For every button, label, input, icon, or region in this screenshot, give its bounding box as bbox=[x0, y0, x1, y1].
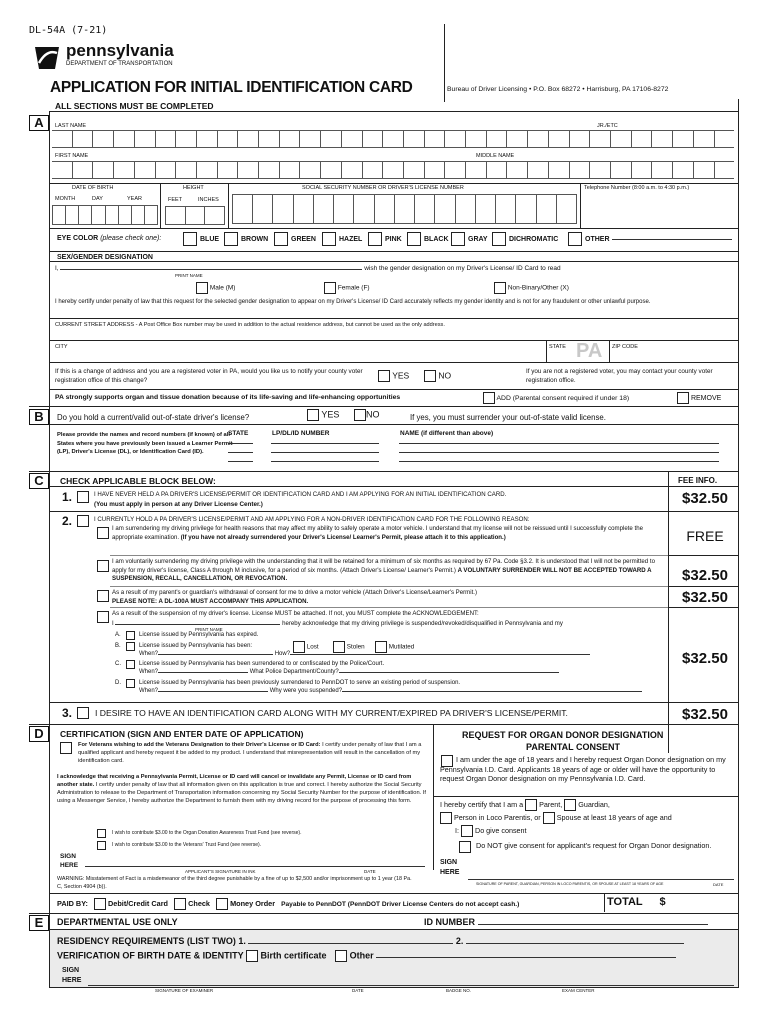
parental-consent-heading: PARENTAL CONSENT bbox=[526, 742, 621, 752]
residency-2-input[interactable] bbox=[466, 943, 684, 944]
applicant-signature-caption: APPLICANT'S SIGNATURE IN INK bbox=[185, 869, 256, 874]
donor-remove-label: REMOVE bbox=[690, 394, 722, 402]
first-name-input[interactable] bbox=[52, 161, 734, 179]
sub-c-police-label: What Police Department/County? bbox=[249, 669, 339, 675]
payable-note: Payable to PennDOT (PennDOT Driver License Centers do not accept cash.) bbox=[281, 900, 520, 908]
do-give-checkbox[interactable] bbox=[461, 825, 473, 837]
donor-add-checkbox[interactable] bbox=[483, 392, 495, 404]
sub-d-text: License issued by Pennsylvania has been previously surrendered to PennDOT to serve an existing period of suspension. bbox=[139, 680, 461, 686]
option-1-subtext: (You must apply in person at any Driver License Center.) bbox=[94, 501, 263, 508]
warning-text: WARNING: Misstatement of Fact is a misdemeanor of the third degree punishable by a fine of up to $2,500 and/or imprisonment up to 1 year (18 Pa. C, Section 4904 (b)). bbox=[57, 876, 412, 890]
dob-input[interactable] bbox=[52, 205, 158, 225]
option-1-text: I HAVE NEVER HELD A PA DRIVER'S LICENSE/PERMIT OR IDENTIFICATION CARD AND I AM APPLYING FOR AN INITIAL IDENTIFICATION CARD. bbox=[94, 491, 507, 498]
eye-other-label: OTHER bbox=[585, 235, 610, 243]
gender-print-name-input[interactable] bbox=[60, 269, 362, 270]
donor-remove-option[interactable] bbox=[677, 392, 721, 404]
sub-b-how-input[interactable] bbox=[290, 654, 590, 655]
middle-name-label: MIDDLE NAME bbox=[476, 153, 515, 159]
bureau-address: Bureau of Driver Licensing • P.O. Box 68272 • Harrisburg, PA 17106-8272 bbox=[447, 86, 669, 93]
section-d-label: D bbox=[29, 726, 49, 742]
last-name-input[interactable] bbox=[52, 130, 734, 148]
eye-gray-checkbox[interactable] bbox=[451, 232, 465, 246]
sub-c-text: License issued by Pennsylvania has been surrendered to or confiscated by the Police/Court. bbox=[139, 661, 385, 667]
applicant-signature-input[interactable] bbox=[85, 855, 425, 867]
eye-color-hint: (please check one): bbox=[100, 235, 162, 242]
oos-col-number: LP/DL/ID NUMBER bbox=[272, 430, 330, 437]
other-id-label: Other bbox=[349, 950, 374, 961]
option-2b-body: I am voluntarily surrendering my driving privilege with the understanding that it will be retained for a minimum of six months as required by 67 Pa. Code §3.2. It is understood that I will not be permitted to apply for my driver's license, Class A through M inclusive, for a period of six months. (Attach Driver's License/ Learner's Permit.) bbox=[112, 558, 655, 574]
total-dollar-sign: $ bbox=[659, 896, 666, 908]
option-3-checkbox[interactable] bbox=[77, 707, 89, 719]
eye-green-label: GREEN bbox=[291, 235, 316, 243]
year-label: YEAR bbox=[127, 196, 142, 202]
page-title: APPLICATION FOR INITIAL IDENTIFICATION CARD bbox=[50, 79, 413, 96]
option-2d-print-name-caption: PRINT NAME bbox=[195, 627, 223, 632]
parent-sign-here: SIGN HERE bbox=[440, 859, 460, 876]
keystone-icon bbox=[33, 43, 61, 71]
option-3-number: 3. bbox=[62, 706, 73, 720]
certification-heading: CERTIFICATION (SIGN AND ENTER DATE OF APPLICATION) bbox=[60, 729, 304, 739]
other-id-input[interactable] bbox=[376, 957, 676, 958]
oos-license-question: Do you hold a current/valid out-of-state driver's license? bbox=[57, 413, 250, 422]
voter-no-option[interactable] bbox=[424, 370, 451, 382]
certify-relationship-row bbox=[440, 799, 610, 811]
total-row bbox=[607, 896, 666, 908]
city-label: CITY bbox=[55, 344, 68, 350]
eye-blue-option[interactable] bbox=[183, 232, 219, 246]
eye-other-option[interactable] bbox=[568, 232, 732, 246]
guardian-checkbox[interactable] bbox=[564, 799, 576, 811]
residency-1-input[interactable] bbox=[248, 943, 453, 944]
eye-pink-checkbox[interactable] bbox=[368, 232, 382, 246]
certify-relationship-row-2 bbox=[440, 812, 672, 824]
certify-iam-label: I hereby certify that I am a bbox=[440, 799, 524, 809]
donation-statement: PA strongly supports organ and tissue donation because of its life-saving and life-enhancing opportunities bbox=[55, 394, 401, 401]
check-label: Check bbox=[188, 898, 210, 908]
examiner-date-caption: DATE bbox=[352, 988, 364, 993]
dob-label: DATE OF BIRTH bbox=[72, 185, 114, 191]
examiner-signature-input[interactable] bbox=[88, 976, 734, 986]
residency-label: RESIDENCY REQUIREMENTS (LIST TWO) 1. bbox=[57, 936, 246, 946]
sub-b-letter: B. bbox=[115, 643, 121, 649]
sub-b-how-label: How? bbox=[274, 651, 291, 657]
eye-hazel-label: HAZEL bbox=[339, 235, 363, 243]
ack-body: I certify under penalty of law that all information given on this application is true and correct. I hereby authorize the Social Security Administration to release to the Department of Transportation information concerning my Social Security Number for the purpose of identification. If using a Messenger Service, I hereby authorize the Department to furnish them with my driving record for the purpose of processing this form. bbox=[57, 782, 426, 804]
eye-other-checkbox[interactable] bbox=[568, 232, 582, 246]
oos-no-label: NO bbox=[366, 409, 380, 420]
sub-c-when-label: When? bbox=[139, 669, 159, 675]
total-input[interactable] bbox=[672, 897, 734, 909]
sub-a-letter: A. bbox=[115, 632, 121, 638]
eye-blue-checkbox[interactable] bbox=[183, 232, 197, 246]
do-not-give-checkbox[interactable] bbox=[459, 841, 471, 853]
check-checkbox[interactable] bbox=[174, 898, 186, 910]
org-name: pennsylvania bbox=[66, 41, 174, 60]
eye-pink-label: PINK bbox=[385, 235, 402, 243]
gender-male-option[interactable] bbox=[196, 282, 235, 294]
examiner-sign-here: SIGN HERE bbox=[62, 967, 82, 984]
vet-fund-checkbox[interactable] bbox=[97, 841, 106, 850]
last-name-label: LAST NAME bbox=[55, 123, 87, 129]
voter-not-registered-note: If you are not a registered voter, you may contact your county voter registration office. bbox=[526, 368, 713, 384]
option-2a-fee: FREE bbox=[686, 528, 724, 544]
oos-instructions: Please provide the names and record numbers (if known) of all States where you have previously been issued a Learner Permit (LP), Driver's License (DL), or Identification Card (ID). bbox=[57, 432, 233, 455]
veteran-text bbox=[78, 741, 430, 765]
street-address-label: CURRENT STREET ADDRESS - A Post Office Box number may be used in addition to the actual residence address, but cannot be used as the only address. bbox=[55, 322, 445, 328]
section-a-label: A bbox=[29, 115, 49, 131]
guardian-label: Guardian, bbox=[578, 799, 610, 809]
option-3-text: I DESIRE TO HAVE AN IDENTIFICATION CARD ALONG WITH MY CURRENT/EXPIRED PA DRIVER'S LICENSE/PERMIT. bbox=[95, 708, 568, 718]
option-2b-checkbox[interactable] bbox=[97, 560, 109, 572]
option-2c-checkbox[interactable] bbox=[97, 590, 109, 602]
penndot-logo bbox=[33, 43, 61, 71]
do-not-give-text: Do NOT give consent for applicant's request for Organ Donor designation. bbox=[476, 841, 712, 850]
option-2-checkbox[interactable] bbox=[77, 515, 89, 527]
sub-a-text: License issued by Pennsylvania has expired. bbox=[139, 632, 259, 638]
organ-minor-text: I am under the age of 18 years and I hereby request Organ Donor designation on my Pennsylvania I.D. Card. Applicants 18 years of age or older will have the opportunity to request Organ Donor designation on my Pennsylvania I.D. Card. bbox=[440, 755, 726, 783]
eye-other-input[interactable] bbox=[612, 239, 732, 240]
option-2a-checkbox[interactable] bbox=[97, 527, 109, 539]
gender-nonbinary-option[interactable] bbox=[494, 282, 569, 294]
sub-c-checkbox[interactable] bbox=[126, 660, 135, 669]
voter-no-checkbox[interactable] bbox=[424, 370, 436, 382]
payment-row bbox=[57, 898, 519, 910]
residency-row bbox=[57, 936, 684, 946]
applicant-date-caption: DATE bbox=[364, 869, 376, 874]
sub-c-when-input[interactable] bbox=[158, 672, 248, 673]
vet-fund-text: I wish to contribute $3.00 to the Veterans' Trust Fund (see reverse). bbox=[112, 842, 262, 848]
loco-parentis-label: Person in Loco Parentis, or bbox=[454, 812, 541, 822]
eye-black-option[interactable] bbox=[407, 232, 449, 246]
sub-c-police-input[interactable] bbox=[339, 672, 559, 673]
day-label: DAY bbox=[92, 196, 103, 202]
dept-name: DEPARTMENT OF TRANSPORTATION bbox=[66, 61, 173, 67]
jr-etc-label: JR./ETC bbox=[597, 123, 618, 129]
lost-label: Lost bbox=[306, 643, 319, 651]
fee-info-heading: FEE INFO. bbox=[678, 476, 718, 485]
examiner-signature-caption: SIGNATURE OF EXAMINER bbox=[155, 988, 214, 993]
section-c-heading: CHECK APPLICABLE BLOCK BELOW: bbox=[60, 476, 216, 486]
option-2b-fee: $32.50 bbox=[682, 567, 728, 584]
total-label: TOTAL bbox=[607, 896, 643, 908]
height-label: HEIGHT bbox=[183, 185, 204, 191]
state-label: STATE bbox=[549, 344, 566, 350]
option-2b-bold: A VOLUNTARY SURRENDER WILL NOT BE ACCEPTED TOWARD A SUSPENSION, RECALL, CANCELLATION, OR REVOCATION. bbox=[112, 566, 652, 582]
paid-by-label: PAID BY: bbox=[57, 898, 88, 908]
eye-blue-label: BLUE bbox=[200, 235, 220, 243]
parent-label: Parent, bbox=[539, 799, 563, 809]
badge-caption: BADGE NO. bbox=[446, 988, 472, 993]
veteran-body: I certify under penalty of law that I am a qualified applicant and hereby request it be added to my product. I understand that misrepresentation will result in the cancellation of my identification card. bbox=[78, 742, 422, 764]
month-label: MONTH bbox=[55, 196, 76, 202]
acknowledgement-text bbox=[57, 773, 430, 805]
sub-d-letter: D. bbox=[115, 680, 121, 686]
sub-b-when-input[interactable] bbox=[158, 654, 273, 655]
gender-certification: I hereby certify under penalty of law that this request for the selected gender designation to appear on my Driver's License/ ID Card accurately reflects my gender identity and is not for any fraudulent or other unlawful purpose. bbox=[55, 299, 651, 305]
parent-signature-caption: SIGNATURE OF PARENT, GUARDIAN, PERSON IN LOCO PARENTIS, OR SPOUSE AT LEAST 18 YEARS OF AGE bbox=[476, 882, 664, 886]
zip-input[interactable] bbox=[612, 352, 734, 360]
option-2d-ack: hereby acknowledge that my driving privilege is suspended/revoked/disqualified in Pennsylvania and my bbox=[282, 620, 563, 627]
oos-col-state: STATE bbox=[228, 430, 249, 437]
section-c-label: C bbox=[29, 473, 49, 489]
oos-yes-label: YES bbox=[321, 409, 340, 420]
inches-label: INCHES bbox=[198, 197, 219, 203]
eye-pink-option[interactable] bbox=[368, 232, 402, 246]
donor-remove-checkbox[interactable] bbox=[677, 392, 689, 404]
gender-female-option[interactable] bbox=[324, 282, 370, 294]
eye-brown-label: BROWN bbox=[241, 235, 269, 243]
eye-green-option[interactable] bbox=[274, 232, 316, 246]
i-label: I: bbox=[455, 825, 459, 835]
ack-bold: I acknowledge that receiving a Pennsylvania Permit, License or ID card will cancel or invalidate any Permit, License or ID card from another state. bbox=[57, 774, 412, 788]
voter-yes-checkbox[interactable] bbox=[378, 370, 390, 382]
option-2a-text bbox=[112, 525, 667, 542]
ssn-label: SOCIAL SECURITY NUMBER OR DRIVER'S LICENSE NUMBER bbox=[302, 185, 464, 191]
gender-nonbinary-label: Non-Binary/Other (X) bbox=[507, 284, 569, 292]
donor-add-label: ADD (Parental consent required if under 18) bbox=[496, 394, 630, 402]
gender-nonbinary-checkbox[interactable] bbox=[494, 282, 506, 294]
money-order-label: Money Order bbox=[230, 898, 276, 908]
eye-dichromatic-label: DICHROMATIC bbox=[509, 235, 559, 243]
gender-female-label: Female (F) bbox=[337, 284, 370, 292]
eye-black-checkbox[interactable] bbox=[407, 232, 421, 246]
voter-yes-option[interactable] bbox=[378, 370, 409, 382]
exam-center-caption: EXAM CENTER bbox=[562, 988, 595, 993]
oos-col-name: NAME (if different than above) bbox=[400, 430, 494, 437]
voter-no-label: NO bbox=[438, 370, 452, 381]
id-number-input[interactable] bbox=[478, 924, 708, 925]
oos-no-option[interactable] bbox=[354, 409, 380, 421]
all-sections-notice: ALL SECTIONS MUST BE COMPLETED bbox=[55, 101, 214, 111]
oos-rows[interactable] bbox=[228, 440, 738, 467]
option-2b-text bbox=[112, 558, 667, 584]
sub-d-when-label: When? bbox=[139, 688, 159, 694]
spouse-checkbox[interactable] bbox=[543, 812, 555, 824]
section-e-label: E bbox=[29, 915, 49, 931]
eye-color-label: EYE COLOR bbox=[57, 235, 99, 242]
organ-fund-text: I wish to contribute $3.00 to the Organ Donation Awareness Trust Fund (see reverse). bbox=[112, 830, 302, 836]
option-1-checkbox[interactable] bbox=[77, 491, 89, 503]
debit-checkbox[interactable] bbox=[94, 898, 106, 910]
option-2c-note: PLEASE NOTE: A DL-100A MUST ACCOMPANY THIS APPLICATION. bbox=[112, 598, 309, 605]
do-give-row bbox=[455, 825, 527, 837]
spouse-label: Spouse at least 18 years of age and bbox=[556, 812, 672, 822]
height-input[interactable] bbox=[165, 206, 225, 225]
sub-d-checkbox[interactable] bbox=[126, 679, 135, 688]
eye-hazel-checkbox[interactable] bbox=[322, 232, 336, 246]
gender-female-checkbox[interactable] bbox=[324, 282, 336, 294]
debit-label: Debit/Credit Card bbox=[108, 898, 169, 908]
veteran-bold: For Veterans wishing to add the Veterans Designation to their Driver's License or ID Card: bbox=[78, 742, 321, 748]
loco-parentis-checkbox[interactable] bbox=[440, 812, 452, 824]
eye-dichromatic-checkbox[interactable] bbox=[492, 232, 506, 246]
sex-i-label: I, bbox=[55, 265, 59, 272]
oos-yes-option[interactable] bbox=[307, 409, 339, 421]
sub-d-when-input[interactable] bbox=[158, 691, 268, 692]
do-give-label: Do give consent bbox=[475, 825, 527, 835]
gender-male-label: Male (M) bbox=[209, 284, 236, 292]
parent-checkbox[interactable] bbox=[525, 799, 537, 811]
option-2d-i: I bbox=[112, 620, 114, 627]
option-2-number: 2. bbox=[62, 514, 73, 528]
option-2d-text: As a result of the suspension of my driver's license. License MUST be attached. If not, you MUST complete the ACKNOWLEDGEMENT: bbox=[112, 610, 479, 617]
eye-dichromatic-option[interactable] bbox=[492, 232, 558, 246]
option-1-number: 1. bbox=[62, 490, 73, 504]
other-id-checkbox[interactable] bbox=[335, 950, 347, 962]
sex-print-name-caption: PRINT NAME bbox=[175, 273, 203, 278]
oos-no-checkbox[interactable] bbox=[354, 409, 366, 421]
sub-b-when-label: When? bbox=[139, 651, 159, 657]
dept-use-heading: DEPARTMENTAL USE ONLY bbox=[57, 917, 178, 927]
option-1-fee: $32.50 bbox=[682, 490, 728, 507]
donor-add-option[interactable] bbox=[483, 392, 629, 404]
eye-hazel-option[interactable] bbox=[322, 232, 362, 246]
birth-verify-row bbox=[57, 950, 676, 962]
sex-heading: SEX/GENDER DESIGNATION bbox=[57, 254, 153, 261]
sub-b-text: License issued by Pennsylvania has been: bbox=[139, 643, 253, 649]
voter-yes-label: YES bbox=[392, 370, 410, 381]
stolen-label: Stolen bbox=[346, 643, 365, 651]
eye-brown-option[interactable] bbox=[224, 232, 268, 246]
state-value: PA bbox=[576, 340, 603, 362]
option-2d-checkbox[interactable] bbox=[97, 611, 109, 623]
option-2d-fee: $32.50 bbox=[682, 650, 728, 667]
option-2c-fee: $32.50 bbox=[682, 589, 728, 606]
birth-cert-label: Birth certificate bbox=[260, 950, 327, 961]
birth-cert-checkbox[interactable] bbox=[246, 950, 258, 962]
id-number-row bbox=[424, 917, 708, 927]
oos-yes-checkbox[interactable] bbox=[307, 409, 319, 421]
city-input[interactable] bbox=[52, 352, 542, 360]
eye-gray-option[interactable] bbox=[451, 232, 488, 246]
form-code: DL-54A (7-21) bbox=[29, 25, 108, 36]
feet-label: FEET bbox=[168, 197, 183, 203]
option-2-text: I CURRENTLY HOLD A PA DRIVER'S LICENSE/PERMIT AND AM APPLYING FOR A NON-DRIVER IDENTIFICATION CARD FOR THE FOLLOWING REASON: bbox=[94, 516, 530, 523]
id-number-label: ID NUMBER bbox=[424, 917, 475, 927]
mutilated-label: Mutilated bbox=[388, 643, 415, 651]
sub-d-why-label: Why were you suspended? bbox=[269, 688, 343, 694]
organ-fund-checkbox[interactable] bbox=[97, 829, 106, 838]
money-order-checkbox[interactable] bbox=[216, 898, 228, 910]
sub-c-letter: C. bbox=[115, 661, 121, 667]
organ-heading: REQUEST FOR ORGAN DONOR DESIGNATION bbox=[462, 730, 664, 740]
parent-date-caption: DATE bbox=[713, 882, 724, 887]
telephone-label: Telephone Number (8:00 a.m. to 4:30 p.m.) bbox=[584, 185, 690, 191]
sub-b-checkbox[interactable] bbox=[126, 642, 135, 651]
residency-2-label: 2. bbox=[455, 936, 464, 946]
veteran-checkbox[interactable] bbox=[60, 742, 72, 754]
option-2a-bold: (If you have not already surrendered your Driver's License/ Learner's Permit, please attach it to this application.) bbox=[180, 533, 506, 541]
sub-d-why-input[interactable] bbox=[342, 691, 642, 692]
gender-male-checkbox[interactable] bbox=[196, 282, 208, 294]
eye-gray-label: GRAY bbox=[468, 235, 488, 243]
ssn-input[interactable] bbox=[232, 194, 577, 224]
applicant-sign-here: SIGN HERE bbox=[60, 853, 79, 869]
first-name-label: FIRST NAME bbox=[55, 153, 89, 159]
parent-signature-input[interactable] bbox=[468, 870, 734, 880]
option-3-fee: $32.50 bbox=[682, 706, 728, 723]
voter-change-question: If this is a change of address and you are a registered voter in PA, would you like us to notify your county voter registration office of this change? bbox=[55, 368, 363, 384]
sub-a-checkbox[interactable] bbox=[126, 631, 135, 640]
option-2d-name-input[interactable] bbox=[115, 624, 280, 625]
section-b-label: B bbox=[29, 409, 49, 425]
oos-surrender-note: If yes, you must surrender your out-of-state valid license. bbox=[410, 413, 606, 422]
eye-green-checkbox[interactable] bbox=[274, 232, 288, 246]
sex-wish-text: wish the gender designation on my Driver's License/ ID Card to read bbox=[364, 265, 561, 272]
birth-verify-label: VERIFICATION OF BIRTH DATE & IDENTITY bbox=[57, 950, 244, 961]
street-address-input[interactable] bbox=[52, 330, 734, 340]
option-2c-text: As a result of my parent's or guardian's withdrawal of consent for me to drive a motor vehicle (Attach Driver's License/Learner's Permit.) bbox=[112, 589, 478, 596]
eye-brown-checkbox[interactable] bbox=[224, 232, 238, 246]
option-2a-body: I am surrendering my driving privilege for health reasons that may affect my ability to safely operate a motor vehicle. I understand that my license will not be reissued until I successfully complete the appropriate examination. bbox=[112, 525, 643, 541]
telephone-input[interactable] bbox=[584, 194, 734, 224]
eye-black-label: BLACK bbox=[424, 235, 449, 243]
zip-label: ZIP CODE bbox=[612, 344, 638, 350]
